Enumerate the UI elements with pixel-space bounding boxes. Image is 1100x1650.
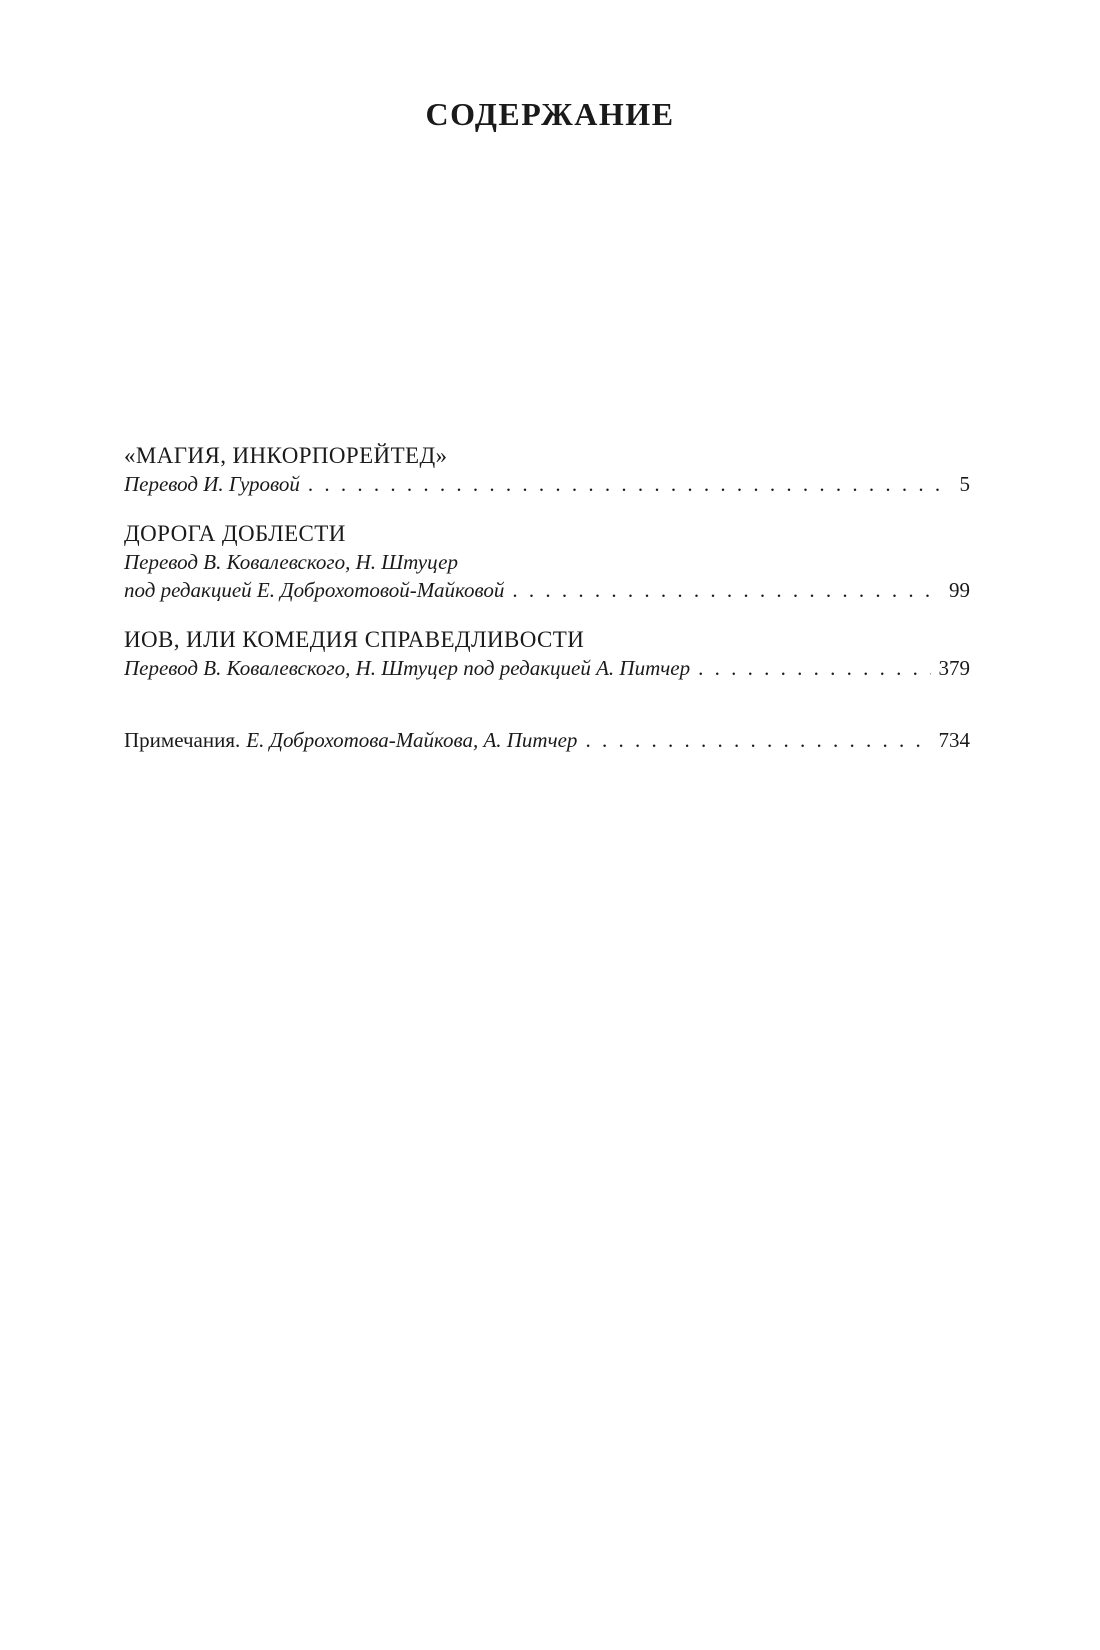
toc-entry-page-number: 5 bbox=[959, 472, 970, 496]
toc-entry-leader-line bbox=[124, 726, 970, 754]
toc-entry-translator: Перевод В. Ковалевского, Н. Штуцер bbox=[124, 550, 458, 574]
dot-leader bbox=[585, 726, 930, 754]
page-title: СОДЕРЖАНИЕ bbox=[425, 96, 675, 132]
toc-entry-job bbox=[124, 626, 970, 682]
toc-entry-page-number: 379 bbox=[938, 656, 970, 680]
toc-entry-leader-line bbox=[124, 576, 970, 604]
dot-leader bbox=[512, 576, 941, 604]
toc-entry-leader-line bbox=[124, 654, 970, 682]
toc-entry-valor bbox=[124, 520, 970, 604]
toc-entry-title: ДОРОГА ДОБЛЕСТИ bbox=[124, 521, 346, 546]
toc-entry-page-number: 734 bbox=[938, 728, 970, 752]
dot-leader bbox=[698, 654, 930, 682]
toc-entry-title: ИОВ, ИЛИ КОМЕДИЯ СПРАВЕДЛИВОСТИ bbox=[124, 627, 585, 652]
toc-entry-editor: под редакцией Е. Доброхотовой-Майковой bbox=[124, 578, 505, 602]
toc-entry-notes-label: Примечания. bbox=[124, 728, 241, 752]
toc-entry-leader-line bbox=[124, 470, 970, 498]
table-of-contents bbox=[124, 442, 970, 776]
toc-entry-magic bbox=[124, 442, 970, 498]
toc-entry-page-number: 99 bbox=[949, 578, 970, 602]
toc-entry-notes-authors: Е. Доброхотова-Майкова, А. Питчер bbox=[246, 728, 578, 752]
toc-entry-title: «МАГИЯ, ИНКОРПОРЕЙТЕД» bbox=[124, 443, 448, 468]
dot-leader bbox=[308, 470, 952, 498]
toc-entry-translator: Перевод И. Гуровой bbox=[124, 472, 300, 496]
toc-entry-notes bbox=[124, 726, 970, 754]
toc-entry-translator: Перевод В. Ковалевского, Н. Штуцер под редакцией А. Питчер bbox=[124, 656, 691, 680]
